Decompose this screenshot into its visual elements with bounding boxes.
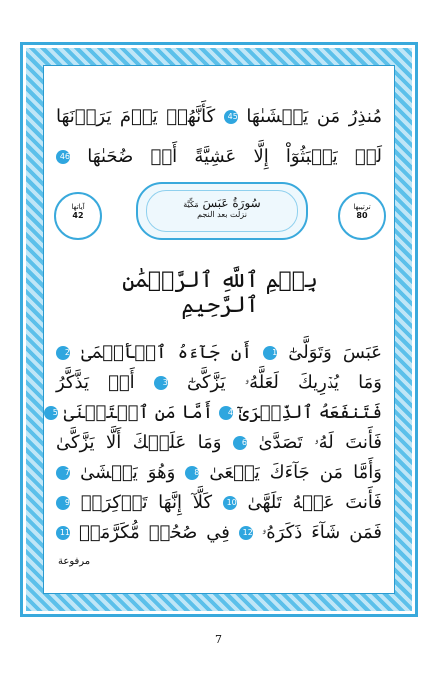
- surah-title-cartouche: [136, 182, 308, 240]
- page-number: 7: [215, 633, 222, 646]
- verse-count-medal: آياتها 42: [54, 192, 102, 240]
- ayah-marker-icon: 11: [56, 526, 70, 540]
- ayah-marker-icon: 45: [224, 110, 238, 124]
- ayah-marker-icon: 1: [263, 346, 277, 360]
- ayah-marker-icon: 2: [56, 346, 70, 360]
- verse-line-9: فَمَن شَآءَ ذَكَرَهُۥ 12 فِي صُحُفٖ مُّكَرَّمَةٖ 11: [56, 522, 382, 544]
- verse-line-6: فَأَنتَ لَهُۥ تَصَدَّىٰ 6 وَمَا عَلَيۡكَ أَلَّا يَزَّكَّىٰ: [56, 432, 382, 453]
- verse-line-1: مُنذِرُ مَن يَخۡشَىٰهَا 45 كَأَنَّهُمۡ يَوۡمَ يَرَوۡنَهَا: [56, 106, 382, 127]
- bismillah: بِسۡمِ ٱللَّهِ ٱلرَّحۡمَٰنِ ٱلرَّحِيمِ: [122, 268, 318, 318]
- ayah-marker-icon: 46: [56, 150, 70, 164]
- revealed-after: نزلت بعد النجم: [197, 210, 247, 219]
- ayah-marker-icon: 7: [56, 466, 70, 480]
- verse-line-4: وَمَا يُدۡرِيكَ لَعَلَّهُۥ يَزَّكَّىٰٓ 3 أَوۡ يَذَّكَّرُ: [56, 372, 382, 393]
- ayah-marker-icon: 4: [219, 406, 233, 420]
- verse-line-5: فَتَنفَعَهُ ٱلذِّكۡرَىٰٓ 4 أَمَّا مَنِ ٱسۡتَغۡنَىٰ 5: [56, 402, 382, 424]
- verse-line-3: عَبَسَ وَتَوَلَّىٰٓ 1 أَن جَآءَهُ ٱلۡأَعۡمَىٰ 2: [56, 342, 382, 364]
- surah-order-medal: ترتيبها 80: [338, 192, 386, 240]
- catchword: مرفوعة: [58, 556, 91, 567]
- page-border: [20, 42, 418, 617]
- surah-name: سُورَةُ عَبَسَ: [202, 196, 261, 210]
- ayah-marker-icon: 3: [154, 376, 168, 390]
- text-panel: [43, 65, 395, 594]
- surah-place: مَكِّيَّة: [183, 200, 199, 209]
- surah-header: [52, 172, 388, 250]
- ayah-marker-icon: 9: [56, 496, 70, 510]
- ayah-marker-icon: 10: [223, 496, 237, 510]
- ayah-marker-icon: 5: [44, 406, 58, 420]
- verse-line-2: لَمۡ يَلۡبَثُوٓاْ إِلَّا عَشِيَّةً أَوۡ ضُحَىٰهَا 46: [56, 146, 382, 168]
- ayah-marker-icon: 12: [239, 526, 253, 540]
- verse-line-7: وَأَمَّا مَن جَآءَكَ يَسۡعَىٰ 8 وَهُوَ يَخۡشَىٰ 7: [56, 462, 382, 484]
- verse-line-8: فَأَنتَ عَنۡهُ تَلَهَّىٰ 10 كَلَّآ إِنَّهَا تَذۡكِرَةٞ 9: [56, 492, 382, 514]
- ayah-marker-icon: 8: [185, 466, 199, 480]
- ayah-marker-icon: 6: [233, 436, 247, 450]
